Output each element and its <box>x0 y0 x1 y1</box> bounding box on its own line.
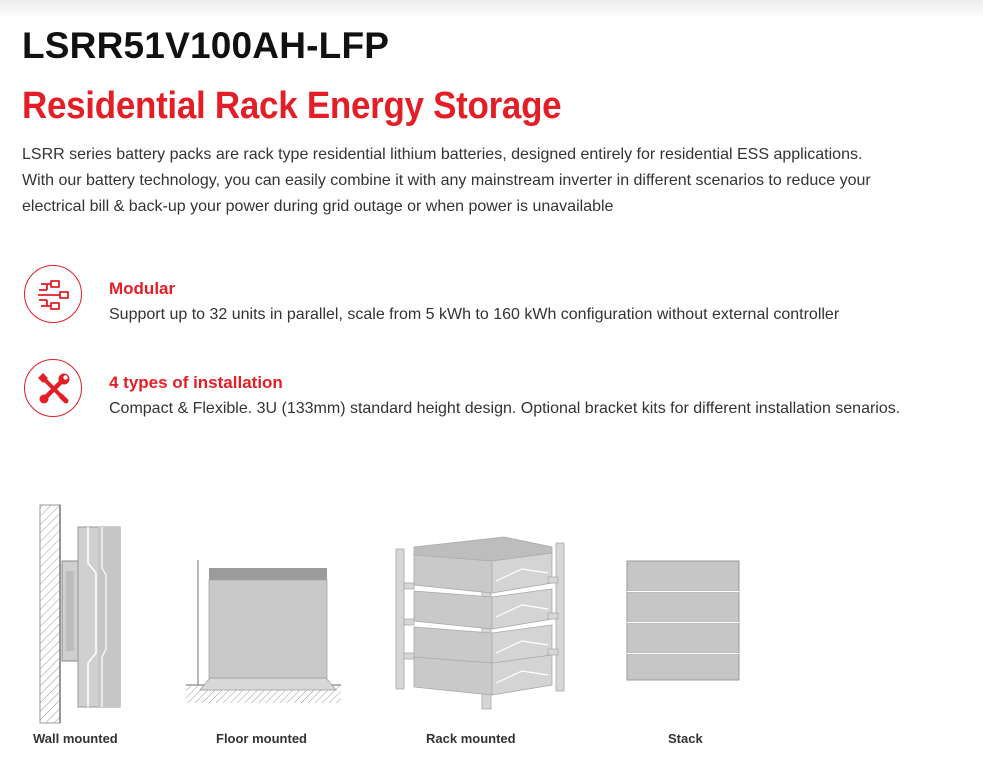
model-number: LSRR51V100AH-LFP <box>22 25 390 66</box>
wrench-screwdriver-icon <box>24 359 82 417</box>
intro-line-1: LSRR series battery packs are rack type residential lithium batteries, designed entirely for residential ESS applications. <box>22 146 863 163</box>
rack-mounted-illustration <box>392 533 574 713</box>
floor-mounted-illustration <box>182 560 347 710</box>
feature-modular-description: Support up to 32 units in parallel, scale from 5 kWh to 160 kWh configuration without external controller <box>109 306 840 323</box>
top-gradient-band <box>0 0 983 18</box>
intro-line-3: electrical bill & back-up your power during grid outage or when power is unavailable <box>22 198 614 215</box>
feature-installation-description: Compact & Flexible. 3U (133mm) standard height design. Optional bracket kits for different installation senarios. <box>109 400 901 417</box>
feature-installation-title: 4 types of installation <box>109 373 283 392</box>
product-headline: Residential Rack Energy Storage <box>22 85 562 127</box>
intro-line-2: With our battery technology, you can easily combine it with any mainstream inverter in different scenarios to reduce your <box>22 172 871 189</box>
caption-wall-mounted: Wall mounted <box>33 731 118 746</box>
caption-rack-mounted: Rack mounted <box>426 731 516 746</box>
feature-modular-title: Modular <box>109 279 176 298</box>
caption-stack: Stack <box>668 731 703 746</box>
wall-mounted-illustration <box>36 503 146 725</box>
intro-paragraph <box>22 142 972 220</box>
stack-illustration <box>626 560 742 682</box>
caption-floor-mounted: Floor mounted <box>216 731 307 746</box>
modular-network-icon <box>24 265 82 323</box>
